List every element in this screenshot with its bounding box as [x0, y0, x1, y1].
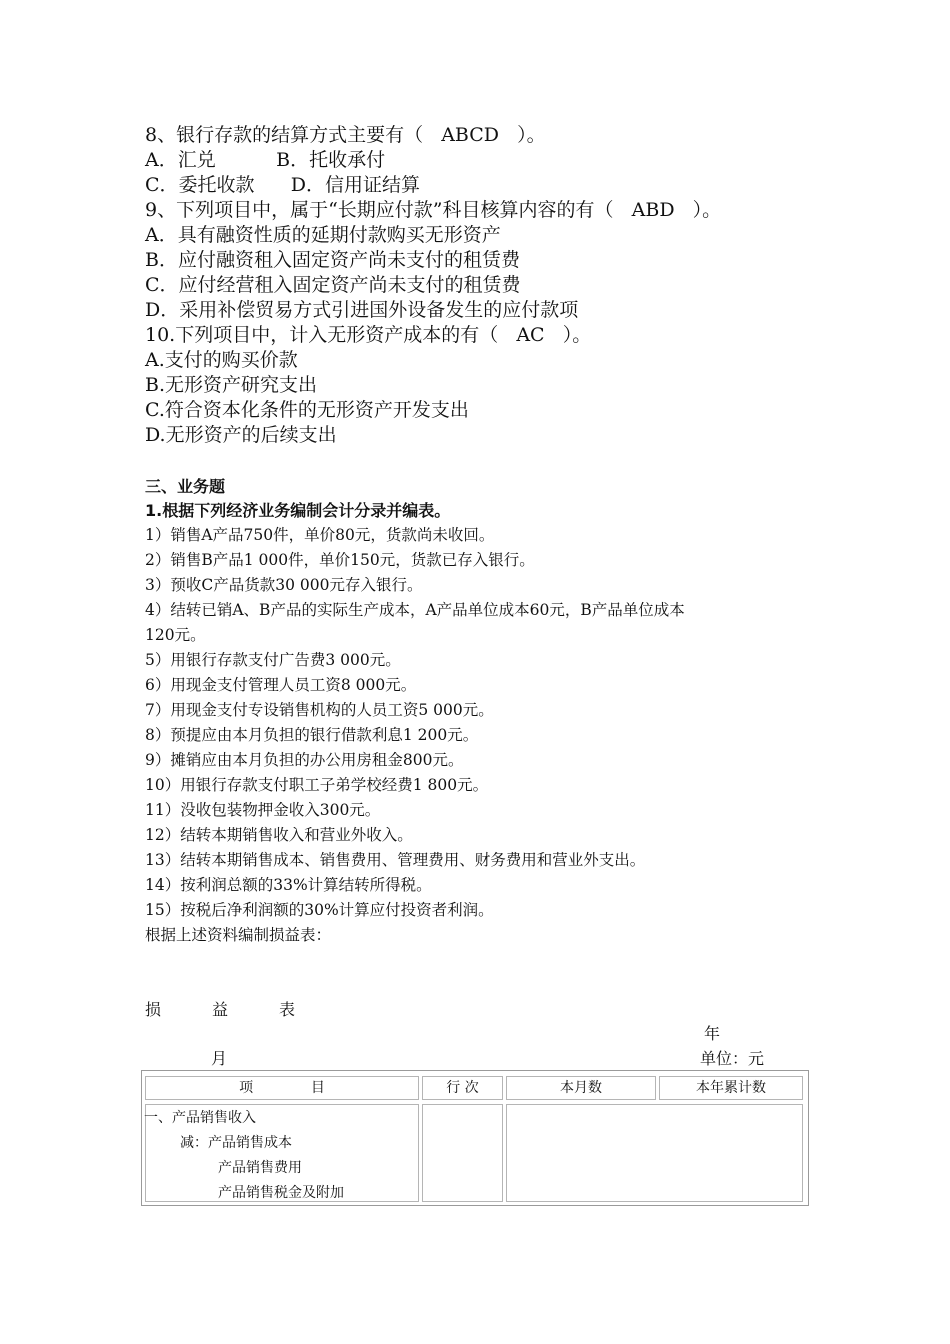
list-item: 120元。: [145, 626, 206, 644]
list-item: 6）用现金支付管理人员工资8 000元。: [145, 676, 417, 694]
list-item: 5）用银行存款支付广告费3 000元。: [145, 651, 401, 669]
mc-line: 10.下列项目中，计入无形资产成本的有（ AC ）。: [145, 324, 592, 346]
mc-line: C.符合资本化条件的无形资产开发支出: [145, 399, 469, 421]
list-item: 15）按税后净利润额的30%计算应付投资者利润。: [145, 901, 494, 919]
table-body-line-col: [422, 1104, 503, 1202]
list-item: 14）按利润总额的33%计算结转所得税。: [145, 876, 432, 894]
list-item: 12）结转本期销售收入和营业外收入。: [145, 826, 413, 844]
question-title: 1.根据下列经济业务编制会计分录并编表。: [145, 501, 451, 520]
list-item: 1）销售A产品750件，单价80元，货款尚未收回。: [145, 526, 495, 544]
table-row-label: 减：产品销售成本: [180, 1135, 292, 1151]
mc-line: A.支付的购买价款: [145, 349, 298, 371]
mc-line: 8、银行存款的结算方式主要有（ ABCD ）。: [145, 124, 546, 146]
mc-line: A．具有融资性质的延期付款购买无形资产: [145, 224, 501, 246]
multiple-choice-block: [145, 123, 845, 448]
table-title-char: 益: [212, 1000, 229, 1019]
table-title: [145, 997, 295, 1020]
list-item: 7）用现金支付专设销售机构的人员工资5 000元。: [145, 701, 494, 719]
list-item: 10）用银行存款支付职工子弟学校经费1 800元。: [145, 776, 489, 794]
mc-line: B.无形资产研究支出: [145, 374, 318, 396]
table-title-char: 损: [145, 1000, 162, 1019]
mc-line: A．汇兑 B．托收承付: [145, 149, 386, 171]
table-row-label: 产品销售费用: [218, 1160, 302, 1176]
mc-line: C．委托收款 D．信用证结算: [145, 174, 421, 196]
table-body-values-col: [506, 1104, 803, 1202]
list-item: 根据上述资料编制损益表：: [145, 926, 332, 944]
mc-line: D．采用补偿贸易方式引进国外设备发生的应付款项: [145, 299, 579, 321]
list-item: 8）预提应由本月负担的银行借款利息1 200元。: [145, 726, 479, 744]
table-row-label: 一、产品销售收入: [144, 1110, 256, 1126]
list-item: 4）结转已销A、B产品的实际生产成本，A产品单位成本60元，B产品单位成本: [145, 601, 685, 619]
list-item: 11）没收包装物押金收入300元。: [145, 801, 381, 819]
table-header-year-to-date: 本年累计数: [659, 1076, 803, 1100]
table-title-char: 表: [279, 1000, 296, 1019]
unit-label: 单位：元: [700, 1049, 765, 1068]
mc-line: C．应付经营租入固定资产尚未支付的租赁费: [145, 274, 521, 296]
table-row-label: 产品销售税金及附加: [218, 1185, 344, 1201]
mc-line: 9、下列项目中，属于“长期应付款”科目核算内容的有（ ABD ）。: [145, 199, 722, 221]
mc-line: D.无形资产的后续支出: [145, 424, 337, 446]
section-title: 三、业务题: [145, 477, 226, 496]
list-item: 13）结转本期销售成本、销售费用、管理费用、财务费用和营业外支出。: [145, 851, 646, 869]
list-item: 2）销售B产品1 000件，单价150元，货款已存入银行。: [145, 551, 535, 569]
list-item: 3）预收C产品货款30 000元存入银行。: [145, 576, 423, 594]
month-label: 月: [211, 1049, 228, 1068]
business-items: [145, 523, 825, 948]
mc-line: B．应付融资租入固定资产尚未支付的租赁费: [145, 249, 520, 271]
table-header-item: 项 目: [145, 1076, 419, 1100]
table-header-current-month: 本月数: [506, 1076, 656, 1100]
year-label: 年: [704, 1024, 721, 1043]
income-statement-table: [141, 1070, 809, 1206]
list-item: 9）摊销应由本月负担的办公用房租金800元。: [145, 751, 464, 769]
table-header-line-no: 行 次: [422, 1076, 503, 1100]
